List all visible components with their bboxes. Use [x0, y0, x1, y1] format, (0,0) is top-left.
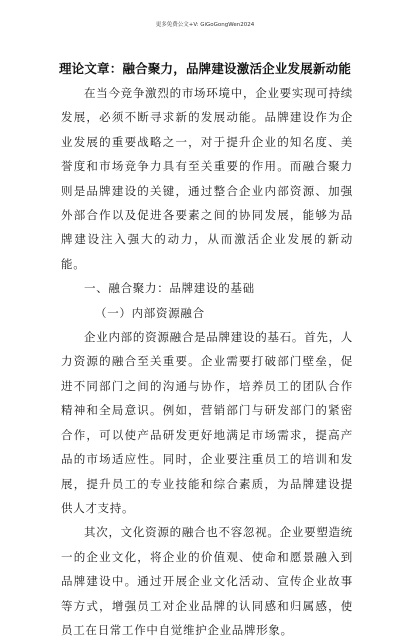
culture-resources-paragraph: 其次，文化资源的融合也不容忽视。企业要塑造统一的企业文化，将企业的价值观、使命和愿景融入到品牌建设中。通过开展企业文化活动、宣传企业故事等方式，增强员工对企业品牌的认同感和归属感，使员工在日常工作中自觉维护企业品牌形象。: [61, 525, 353, 637]
internal-resources-paragraph: 企业内部的资源融合是品牌建设的基石。首先，人力资源的融合至关重要。企业需要打破部门壁垒，促进不同部门之间的沟通与协作，培养员工的团队合作精神和全局意识。例如，营销部门与研发部门的紧密合作，可以使产品研发更好地满足市场需求，提高产品的市场适应性。同时，企业要注重员工的培训和发展，提升员工的专业技能和综合素质，为品牌建设提供人才支持。: [61, 330, 353, 515]
document-body: [61, 81, 353, 642]
subsection-heading: （一）内部资源融合: [95, 305, 205, 320]
header-note: 更多免费公文+V: GiGoGongWen2024: [155, 22, 255, 28]
intro-paragraph: 在当今竞争激烈的市场环境中，企业要实现可持续发展，必须不断寻求新的发展动能。品牌建设作为企业发展的重要战略之一，对于提升企业的知名度、美誉度和市场竞争力具有至关重要的作用。而融合聚力则是品牌建设的关键，通过整合企业内部资源、加强外部合作以及促进各要素之间的协同发展，能够为品牌建设注入强大的动力，从而激活企业发展的新动能。: [61, 86, 353, 271]
page-title: 理论文章：融合聚力，品牌建设激活企业发展新动能: [58, 61, 352, 76]
section-heading: 一、融合聚力：品牌建设的基础: [84, 281, 255, 296]
